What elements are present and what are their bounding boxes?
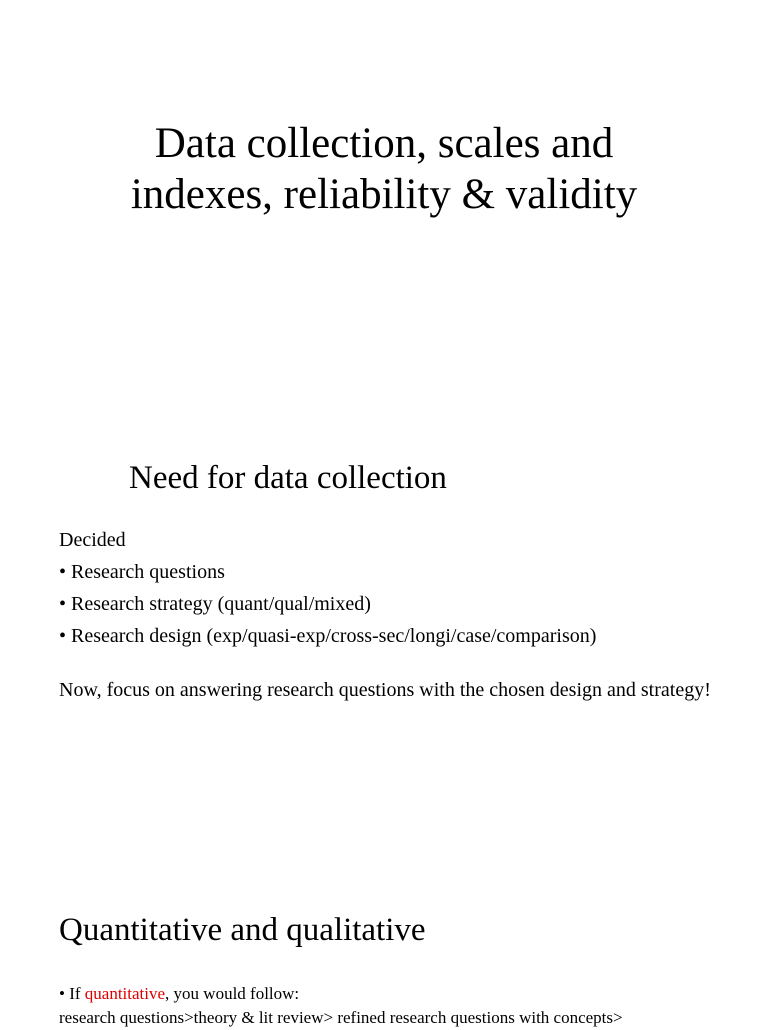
bullet-item: • Research questions — [59, 561, 225, 583]
slide-need-for-data-collection — [0, 420, 768, 860]
bullet-item — [59, 982, 759, 1006]
bullet-suffix: , you would follow: — [165, 984, 300, 1003]
bullet-item: • Research strategy (quant/qual/mixed) — [59, 593, 371, 615]
continuation-text: research questions>theory & lit review> refined research questions with concepts> — [59, 1008, 623, 1027]
slide-title — [0, 0, 768, 420]
title-line-1: Data collection, scales and — [154, 120, 614, 167]
lead-text: Decided — [59, 529, 126, 551]
bullet-prefix: • If — [59, 984, 85, 1003]
focus-note: Now, focus on answering research questions with the chosen design and strategy! — [59, 679, 711, 701]
slide-quantitative-and-qualitative — [0, 860, 768, 1027]
slide-body — [59, 982, 759, 1030]
slide-body — [59, 524, 739, 702]
bullet-item: • Research design (exp/quasi-exp/cross-sec/longi/case/comparison) — [59, 625, 597, 647]
highlighted-term: quantitative — [84, 984, 166, 1003]
slide-heading: Need for data collection — [129, 460, 447, 496]
slide-main-title — [0, 118, 768, 220]
slide-heading: Quantitative and qualitative — [59, 912, 426, 948]
title-line-2: indexes, reliability & validity — [130, 171, 638, 218]
